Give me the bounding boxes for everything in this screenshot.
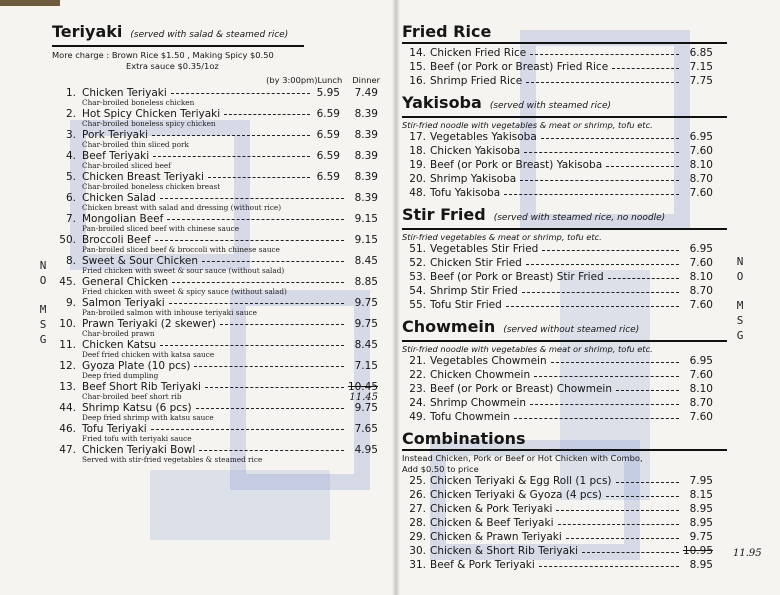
side-letter: O	[736, 270, 744, 283]
menu-item	[52, 338, 382, 359]
menu-item	[52, 233, 382, 254]
item-price: 8.95	[689, 517, 713, 529]
item-price: 9.75	[689, 531, 713, 543]
menu-item	[402, 285, 727, 299]
item-name: Tofu Yakisoba	[430, 187, 501, 199]
item-number: 3.	[65, 129, 76, 141]
item-description: Pan-broiled sliced beef with chinese sauce	[82, 224, 240, 233]
teriyaki-item-list	[52, 86, 382, 464]
item-price: 8.70	[689, 285, 713, 297]
item-name: Beef & Pork Teriyaki	[430, 559, 535, 571]
dotted-leader	[551, 362, 679, 363]
section-description: Instead Chicken, Pork or Beef or Hot Chicken with Combo,	[402, 453, 643, 463]
item-number: 18.	[409, 145, 426, 157]
item-number: 10.	[59, 318, 76, 330]
menu-item	[402, 187, 727, 201]
item-price: 8.70	[689, 397, 713, 409]
dotted-leader	[526, 264, 679, 265]
section-heading: Combinations	[402, 429, 526, 448]
dotted-leader	[612, 68, 679, 69]
handwritten-price: 11.45	[349, 392, 378, 403]
item-name: Vegetables Stir Fried	[430, 243, 539, 255]
item-description: Fried chicken with sweet & sour sauce (without salad)	[82, 266, 285, 275]
item-number: 22.	[409, 369, 426, 381]
handwritten-price: 11.95	[733, 548, 762, 559]
item-number: 52.	[409, 257, 426, 269]
item-number: 49.	[409, 411, 426, 423]
item-price: 6.85	[689, 47, 713, 59]
item-description: Fried tofu with teriyaki sauce	[82, 434, 192, 443]
item-name: Hot Spicy Chicken Teriyaki	[82, 108, 221, 120]
section-heading: Teriyaki	[52, 22, 123, 41]
dotted-leader	[542, 250, 679, 251]
item-number: 54.	[409, 285, 426, 297]
dinner-price: 9.15	[354, 234, 378, 246]
item-name: Chicken Teriyaki & Egg Roll (1 pcs)	[430, 475, 612, 487]
item-name: Shrimp Yakisoba	[430, 173, 517, 185]
menu-item	[52, 170, 382, 191]
item-name: Salmon Teriyaki	[82, 297, 165, 309]
lunch-header: (by 3:00pm)Lunch	[266, 75, 343, 85]
menu-item	[52, 359, 382, 380]
section-heading: Chowmein	[402, 317, 496, 336]
menu-item	[402, 503, 727, 517]
item-description: Char-broiled boneless chicken	[82, 98, 195, 107]
item-name: Beef Short Rib Teriyaki	[82, 381, 201, 393]
side-letter: M	[39, 303, 47, 316]
item-name: Vegetables Yakisoba	[430, 131, 537, 143]
item-price: 8.10	[689, 159, 713, 171]
dotted-leader	[153, 156, 310, 157]
item-name: Chicken Yakisoba	[430, 145, 521, 157]
item-name: Beef (or Pork or Breast) Chowmein	[430, 383, 612, 395]
item-price: 7.60	[689, 187, 713, 199]
item-number: 19.	[409, 159, 426, 171]
item-name: Chicken & Prawn Teriyaki	[430, 531, 562, 543]
item-price: 6.95	[689, 243, 713, 255]
dotted-leader	[506, 306, 679, 307]
menu-item	[52, 296, 382, 317]
dotted-leader	[616, 482, 679, 483]
dotted-leader	[514, 418, 679, 419]
item-name: Beef (or Pork or Breast) Fried Rice	[430, 61, 609, 73]
item-name: Chicken Fried Rice	[430, 47, 527, 59]
menu-item	[402, 545, 727, 559]
item-name: Chicken Teriyaki & Gyoza (4 pcs)	[430, 489, 602, 501]
combinations-item-list	[402, 475, 727, 573]
item-number: 28.	[409, 517, 426, 529]
item-description: Deep fried shrimp with katsu sauce	[82, 413, 214, 422]
item-name: Shrimp Fried Rice	[430, 75, 523, 87]
dotted-leader	[155, 240, 344, 241]
item-number: 31.	[409, 559, 426, 571]
section-note: (served without steamed rice)	[503, 325, 640, 335]
dotted-leader	[566, 538, 679, 539]
side-letter: M	[736, 299, 744, 312]
section-title-combinations	[402, 429, 727, 451]
item-name: Beef (or Pork or Breast) Stir Fried	[430, 271, 604, 283]
dotted-leader	[541, 138, 679, 139]
dinner-price: 8.85	[354, 276, 378, 288]
item-description: Chicken breast with salad and dressing (without rice)	[82, 203, 282, 212]
menu-item	[402, 299, 727, 313]
menu-item	[402, 243, 727, 257]
item-name: Broccoli Beef	[82, 234, 151, 246]
menu-item	[52, 443, 382, 464]
menu-item	[402, 173, 727, 187]
item-name: Chicken Chowmein	[430, 369, 531, 381]
section-heading: Fried Rice	[402, 22, 492, 41]
item-name: Vegetables Chowmein	[430, 355, 547, 367]
dotted-leader	[582, 552, 679, 553]
section-heading: Yakisoba	[402, 93, 482, 112]
item-price: 8.70	[689, 173, 713, 185]
dotted-leader	[208, 177, 310, 178]
item-price: 6.95	[689, 131, 713, 143]
item-price: 7.60	[689, 257, 713, 269]
section-title-chowmein	[402, 317, 727, 342]
item-price: 8.95	[689, 559, 713, 571]
menu-item	[402, 257, 727, 271]
item-price: 8.95	[689, 503, 713, 515]
dinner-price: 4.95	[354, 444, 378, 456]
item-name: Chicken Teriyaki	[82, 87, 167, 99]
item-description: Char-broiled sliced beef	[82, 161, 171, 170]
price-column-headers	[52, 75, 382, 86]
dotted-leader	[220, 324, 344, 325]
side-letter: N	[736, 255, 744, 268]
dotted-leader	[202, 261, 344, 262]
dotted-leader	[556, 510, 679, 511]
item-price: 8.10	[689, 383, 713, 395]
section-heading: Stir Fried	[402, 205, 486, 224]
item-number: 48.	[409, 187, 426, 199]
section-note: (served with steamed rice)	[489, 101, 611, 111]
item-number: 9.	[65, 297, 76, 309]
dinner-price: 10.45	[347, 381, 378, 393]
menu-item	[402, 475, 727, 489]
dotted-leader	[167, 219, 344, 220]
item-number: 53.	[409, 271, 426, 283]
item-number: 6.	[65, 192, 76, 204]
menu-item	[402, 75, 727, 89]
dinner-price: 8.39	[354, 129, 378, 141]
item-number: 30.	[409, 545, 426, 557]
menu-item	[52, 107, 382, 128]
item-name: Chicken Stir Fried	[430, 257, 522, 269]
menu-item	[52, 149, 382, 170]
menu-item	[52, 275, 382, 296]
menu-item	[402, 489, 727, 503]
item-name: Sweet & Sour Chicken	[82, 255, 199, 267]
dotted-leader	[504, 194, 679, 195]
side-letter: O	[39, 274, 47, 287]
menu-item	[52, 317, 382, 338]
dinner-price: 9.15	[354, 213, 378, 225]
menu-item	[402, 517, 727, 531]
lunch-price: 6.59	[316, 108, 340, 120]
item-number: 27.	[409, 503, 426, 515]
item-name: Tofu Chowmein	[430, 411, 511, 423]
dotted-leader	[534, 376, 679, 377]
dinner-price: 9.75	[354, 402, 378, 414]
dotted-leader	[539, 566, 679, 567]
dinner-price: 7.65	[354, 423, 378, 435]
side-letter: G	[736, 329, 744, 342]
item-name: Chicken Breast Teriyaki	[82, 171, 204, 183]
page-fold	[392, 0, 400, 595]
dinner-price: 9.75	[354, 318, 378, 330]
item-number: 15.	[409, 61, 426, 73]
menu-item	[402, 47, 727, 61]
item-name: Shrimp Katsu (6 pcs)	[82, 402, 192, 414]
lunch-price: 5.95	[316, 87, 340, 99]
stir-fried-item-list	[402, 243, 727, 313]
item-name: Chicken & Short Rib Teriyaki	[430, 545, 579, 557]
item-name: Chicken & Beef Teriyaki	[430, 517, 554, 529]
dotted-leader	[616, 390, 679, 391]
item-number: 11.	[59, 339, 76, 351]
item-name: Shrimp Stir Fried	[430, 285, 518, 297]
item-name: Tofu Stir Fried	[430, 299, 502, 311]
dinner-price: 7.15	[354, 360, 378, 372]
dotted-leader	[160, 198, 344, 199]
menu-item	[52, 191, 382, 212]
item-description: Deef fried chicken with katsa sauce	[82, 350, 215, 359]
menu-item	[402, 369, 727, 383]
item-number: 5.	[65, 171, 76, 183]
section-note: (served with steamed rice, no noodle)	[493, 213, 666, 223]
item-number: 51.	[409, 243, 426, 255]
item-description: Fried chicken with sweet & spicy sauce (without salad)	[82, 287, 287, 296]
dotted-leader	[224, 114, 310, 115]
side-letter: N	[39, 259, 47, 272]
item-description: Pan-broiled sliced beef & broccoli with chinese sauce	[82, 245, 280, 254]
item-price: 7.75	[689, 75, 713, 87]
side-letter: G	[39, 333, 47, 346]
surcharge-line: More charge : Brown Rice $1.50 , Making Spicy $0.50	[52, 50, 274, 60]
dotted-leader	[160, 345, 344, 346]
item-number: 55.	[409, 299, 426, 311]
dotted-leader	[558, 524, 679, 525]
item-name: Pork Teriyaki	[82, 129, 149, 141]
section-description: Add $0.50 to price	[402, 464, 479, 474]
page-corner	[0, 0, 60, 6]
menu-item	[402, 355, 727, 369]
menu-item	[402, 131, 727, 145]
item-name: Beef Teriyaki	[82, 150, 150, 162]
item-name: Chicken Katsu	[82, 339, 157, 351]
section-title-yakisoba	[402, 93, 727, 118]
section-description: Stir-fried vegetables & meat or shrimp, tofu etc.	[402, 232, 602, 242]
item-number: 16.	[409, 75, 426, 87]
item-number: 44.	[59, 402, 76, 414]
menu-item	[402, 411, 727, 425]
section-description: Stir-fried noodle with vegetables & meat or shrimp, tofu etc.	[402, 120, 653, 130]
menu-item	[52, 422, 382, 443]
menu-item	[402, 383, 727, 397]
dinner-header: Dinner	[352, 75, 380, 85]
item-price: 10.95	[682, 545, 713, 557]
dinner-price: 8.45	[354, 255, 378, 267]
item-number: 26.	[409, 489, 426, 501]
item-number: 4.	[65, 150, 76, 162]
right-panel	[402, 22, 727, 589]
item-number: 45.	[59, 276, 76, 288]
dotted-leader	[606, 496, 679, 497]
dinner-price: 8.39	[354, 192, 378, 204]
section-title-stir-fried	[402, 205, 727, 230]
item-number: 7.	[65, 213, 76, 225]
item-description: Served with stir-fried vegetables & steamed rice	[82, 455, 263, 464]
dotted-leader	[199, 450, 344, 451]
lunch-price: 6.59	[316, 171, 340, 183]
section-description: Stir-fried noodle with vegetables & meat or shrimp, tofu etc.	[402, 344, 653, 354]
dotted-leader	[196, 408, 344, 409]
item-price: 7.60	[689, 411, 713, 423]
item-number: 17.	[409, 131, 426, 143]
item-number: 29.	[409, 531, 426, 543]
item-description: Char-broiled boneless chicken breast	[82, 182, 221, 191]
dinner-price: 7.49	[354, 87, 378, 99]
item-price: 7.15	[689, 61, 713, 73]
item-name: General Chicken	[82, 276, 169, 288]
dinner-price: 8.39	[354, 171, 378, 183]
side-letter: S	[39, 318, 47, 331]
menu-item	[402, 61, 727, 75]
side-letter: S	[736, 314, 744, 327]
item-number: 8.	[65, 255, 76, 267]
item-price: 6.95	[689, 355, 713, 367]
item-price: 7.60	[689, 369, 713, 381]
surcharge-info	[52, 50, 382, 72]
item-number: 46.	[59, 423, 76, 435]
dotted-leader	[152, 135, 310, 136]
teriyaki-panel	[52, 22, 382, 589]
item-name: Tofu Teriyaki	[82, 423, 147, 435]
item-name: Gyoza Plate (10 pcs)	[82, 360, 191, 372]
item-description: Char-broiled prawn	[82, 329, 155, 338]
item-description: Deep fried dumpling	[82, 371, 159, 380]
menu-item	[402, 531, 727, 545]
item-name: Chicken Teriyaki Bowl	[82, 444, 196, 456]
item-price: 7.60	[689, 299, 713, 311]
menu-item	[52, 254, 382, 275]
menu-item	[52, 380, 382, 401]
menu-item	[52, 212, 382, 233]
item-price: 8.10	[689, 271, 713, 283]
dotted-leader	[526, 82, 679, 83]
item-number: 12.	[59, 360, 76, 372]
section-note: (served with salad & steamed rice)	[130, 30, 289, 40]
item-name: Prawn Teriyaki (2 skewer)	[82, 318, 216, 330]
dotted-leader	[171, 93, 310, 94]
item-number: 47.	[59, 444, 76, 456]
item-price: 7.60	[689, 145, 713, 157]
item-name: Mongolian Beef	[82, 213, 164, 225]
dotted-leader	[606, 166, 679, 167]
item-number: 24.	[409, 397, 426, 409]
item-number: 20.	[409, 173, 426, 185]
surcharge-line: Extra sauce $0.35/1oz	[126, 61, 219, 71]
dotted-leader	[172, 282, 344, 283]
item-number: 23.	[409, 383, 426, 395]
item-number: 14.	[409, 47, 426, 59]
item-number: 50.	[59, 234, 76, 246]
dotted-leader	[151, 429, 344, 430]
fried-rice-item-list	[402, 47, 727, 89]
dotted-leader	[194, 366, 344, 367]
item-number: 25.	[409, 475, 426, 487]
menu-item	[402, 397, 727, 411]
item-price: 8.15	[689, 489, 713, 501]
chowmein-item-list	[402, 355, 727, 425]
dinner-price: 8.45	[354, 339, 378, 351]
item-description: Pan-broiled salmon with inhouse teriyaki sauce	[82, 308, 257, 317]
lunch-price: 6.59	[316, 129, 340, 141]
item-number: 2.	[65, 108, 76, 120]
dotted-leader	[520, 180, 679, 181]
dotted-leader	[522, 292, 679, 293]
dotted-leader	[530, 54, 679, 55]
menu-item	[402, 271, 727, 285]
dotted-leader	[530, 404, 679, 405]
section-title-fried-rice	[402, 22, 727, 44]
menu-item	[52, 128, 382, 149]
item-name: Shrimp Chowmein	[430, 397, 527, 409]
menu-item	[52, 401, 382, 422]
lunch-price: 6.59	[316, 150, 340, 162]
item-name: Beef (or Pork or Breast) Yakisoba	[430, 159, 603, 171]
dinner-price: 9.75	[354, 297, 378, 309]
dotted-leader	[205, 387, 344, 388]
item-description: Char-broiled thin sliced pork	[82, 140, 189, 149]
item-name: Chicken Salad	[82, 192, 156, 204]
item-number: 13.	[59, 381, 76, 393]
menu-item	[402, 159, 727, 173]
menu-item	[52, 86, 382, 107]
dotted-leader	[608, 278, 679, 279]
menu-item	[402, 559, 727, 573]
dotted-leader	[169, 303, 344, 304]
item-name: Chicken & Pork Teriyaki	[430, 503, 553, 515]
section-title-teriyaki	[52, 22, 304, 47]
no-msg-label-left	[36, 258, 50, 347]
yakisoba-item-list	[402, 131, 727, 201]
menu-item	[402, 145, 727, 159]
item-number: 1.	[65, 87, 76, 99]
no-msg-label-right	[733, 254, 747, 343]
dinner-price: 8.39	[354, 150, 378, 162]
item-description: Char-broiled beef short rib	[82, 392, 182, 401]
item-description: Char-broiled boneless spicy chicken	[82, 119, 216, 128]
dotted-leader	[524, 152, 679, 153]
item-number: 21.	[409, 355, 426, 367]
dinner-price: 8.39	[354, 108, 378, 120]
item-price: 7.95	[689, 475, 713, 487]
